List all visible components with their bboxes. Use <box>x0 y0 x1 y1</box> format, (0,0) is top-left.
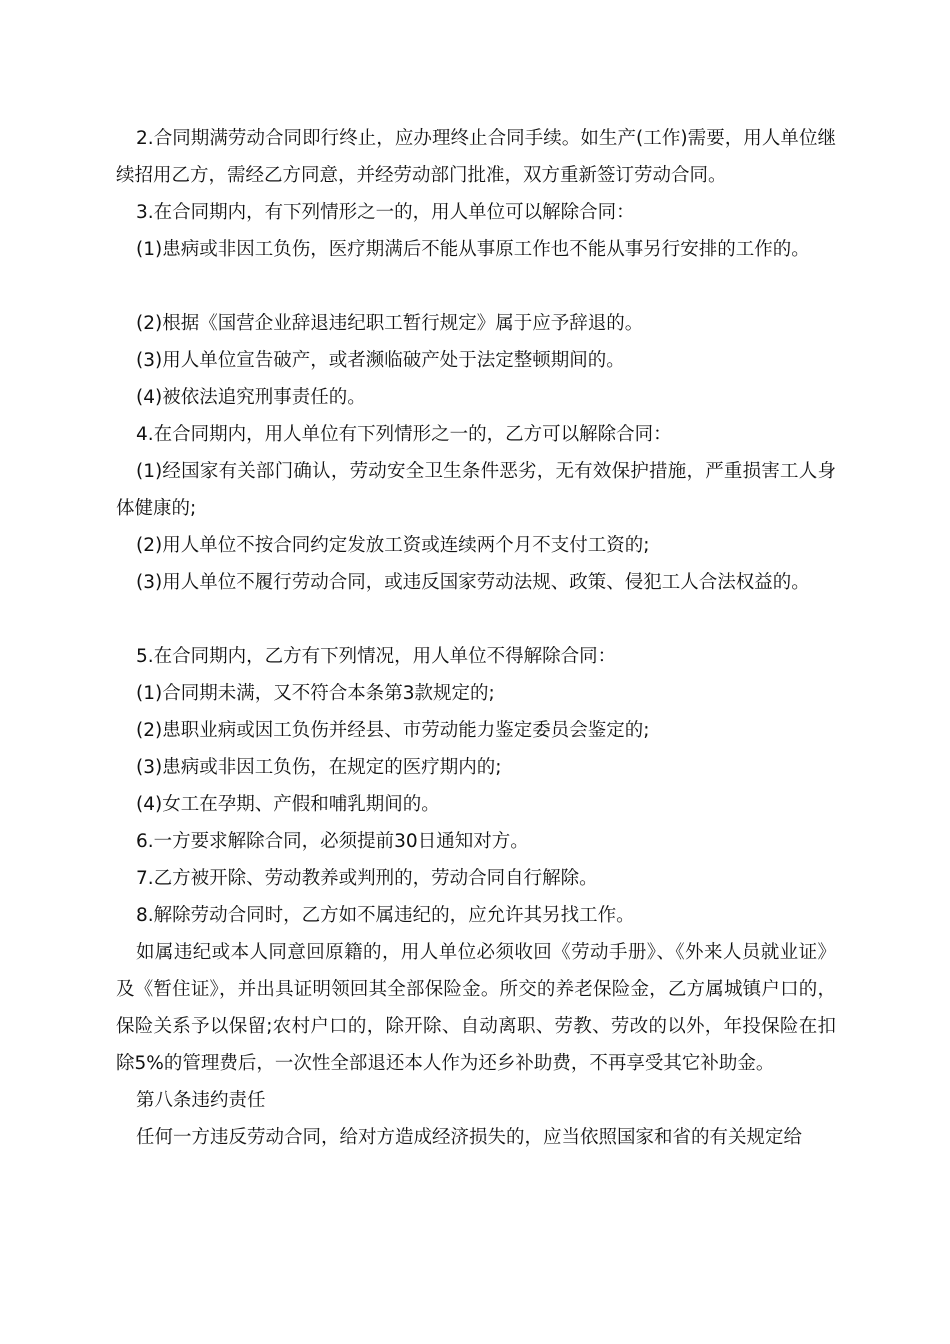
paragraph-clause-4-item-1: (1)经国家有关部门确认，劳动安全卫生条件恶劣，无有效保护措施，严重损害工人身体健康的; <box>116 461 836 519</box>
section-heading-article-8: 第八条违约责任 <box>136 1090 266 1111</box>
paragraph-liability: 任何一方违反劳动合同，给对方造成经济损失的，应当依照国家和省的有关规定给 <box>136 1127 803 1148</box>
paragraph-clause-5-item-3: (3)患病或非因工负伤，在规定的医疗期内的; <box>136 757 502 778</box>
paragraph-violation-return: 如属违纪或本人同意回原籍的，用人单位必须收回《劳动手册》、《外来人员就业证》及《暂住证》，并出具证明领回其全部保险金。所交的养老保险金，乙方属城镇户口的，保险关系予以保留;农村户口的，除开除、自动离职、劳教、劳改的以外，年投保险在扣除5%的管理费后，一次性全部退还本人作为还乡补助费，不再享受其它补助金。 <box>116 942 836 1074</box>
paragraph-clause-5-item-2: (2)患职业病或因工负伤并经县、市劳动能力鉴定委员会鉴定的; <box>136 720 650 741</box>
paragraph-clause-3-item-1: (1)患病或非因工负伤，医疗期满后不能从事原工作也不能从事另行安排的工作的。 <box>136 239 810 260</box>
paragraph-clause-3: 3.在合同期内，有下列情形之一的，用人单位可以解除合同： <box>136 202 635 223</box>
paragraph-clause-4-item-2: (2)用人单位不按合同约定发放工资或连续两个月不支付工资的; <box>136 535 650 556</box>
paragraph-clause-6: 6.一方要求解除合同，必须提前30日通知对方。 <box>136 831 529 852</box>
paragraph-clause-5-item-4: (4)女工在孕期、产假和哺乳期间的。 <box>136 794 440 815</box>
paragraph-clause-7: 7.乙方被开除、劳动教养或判刑的，劳动合同自行解除。 <box>136 868 598 889</box>
blank-line <box>116 268 836 305</box>
paragraph-clause-4-item-3: (3)用人单位不履行劳动合同，或违反国家劳动法规、政策、侵犯工人合法权益的。 <box>136 572 810 593</box>
paragraph-clause-2: 2.合同期满劳动合同即行终止，应办理终止合同手续。如生产(工作)需要，用人单位继续招用乙方，需经乙方同意，并经劳动部门批准，双方重新签订劳动合同。 <box>116 128 836 186</box>
paragraph-clause-8: 8.解除劳动合同时，乙方如不属违纪的，应允许其另找工作。 <box>136 905 635 926</box>
paragraph-clause-3-item-2: (2)根据《国营企业辞退违纪职工暂行规定》属于应予辞退的。 <box>136 313 644 334</box>
paragraph-clause-5-item-1: (1)合同期未满，又不符合本条第3款规定的; <box>136 683 495 704</box>
paragraph-clause-3-item-3: (3)用人单位宣告破产，或者濒临破产处于法定整顿期间的。 <box>136 350 625 371</box>
paragraph-clause-3-item-4: (4)被依法追究刑事责任的。 <box>136 387 366 408</box>
paragraph-clause-5: 5.在合同期内，乙方有下列情况，用人单位不得解除合同： <box>136 646 617 667</box>
blank-line <box>116 601 836 638</box>
document-page <box>116 120 836 1156</box>
paragraph-clause-4: 4.在合同期内，用人单位有下列情形之一的，乙方可以解除合同： <box>136 424 672 445</box>
